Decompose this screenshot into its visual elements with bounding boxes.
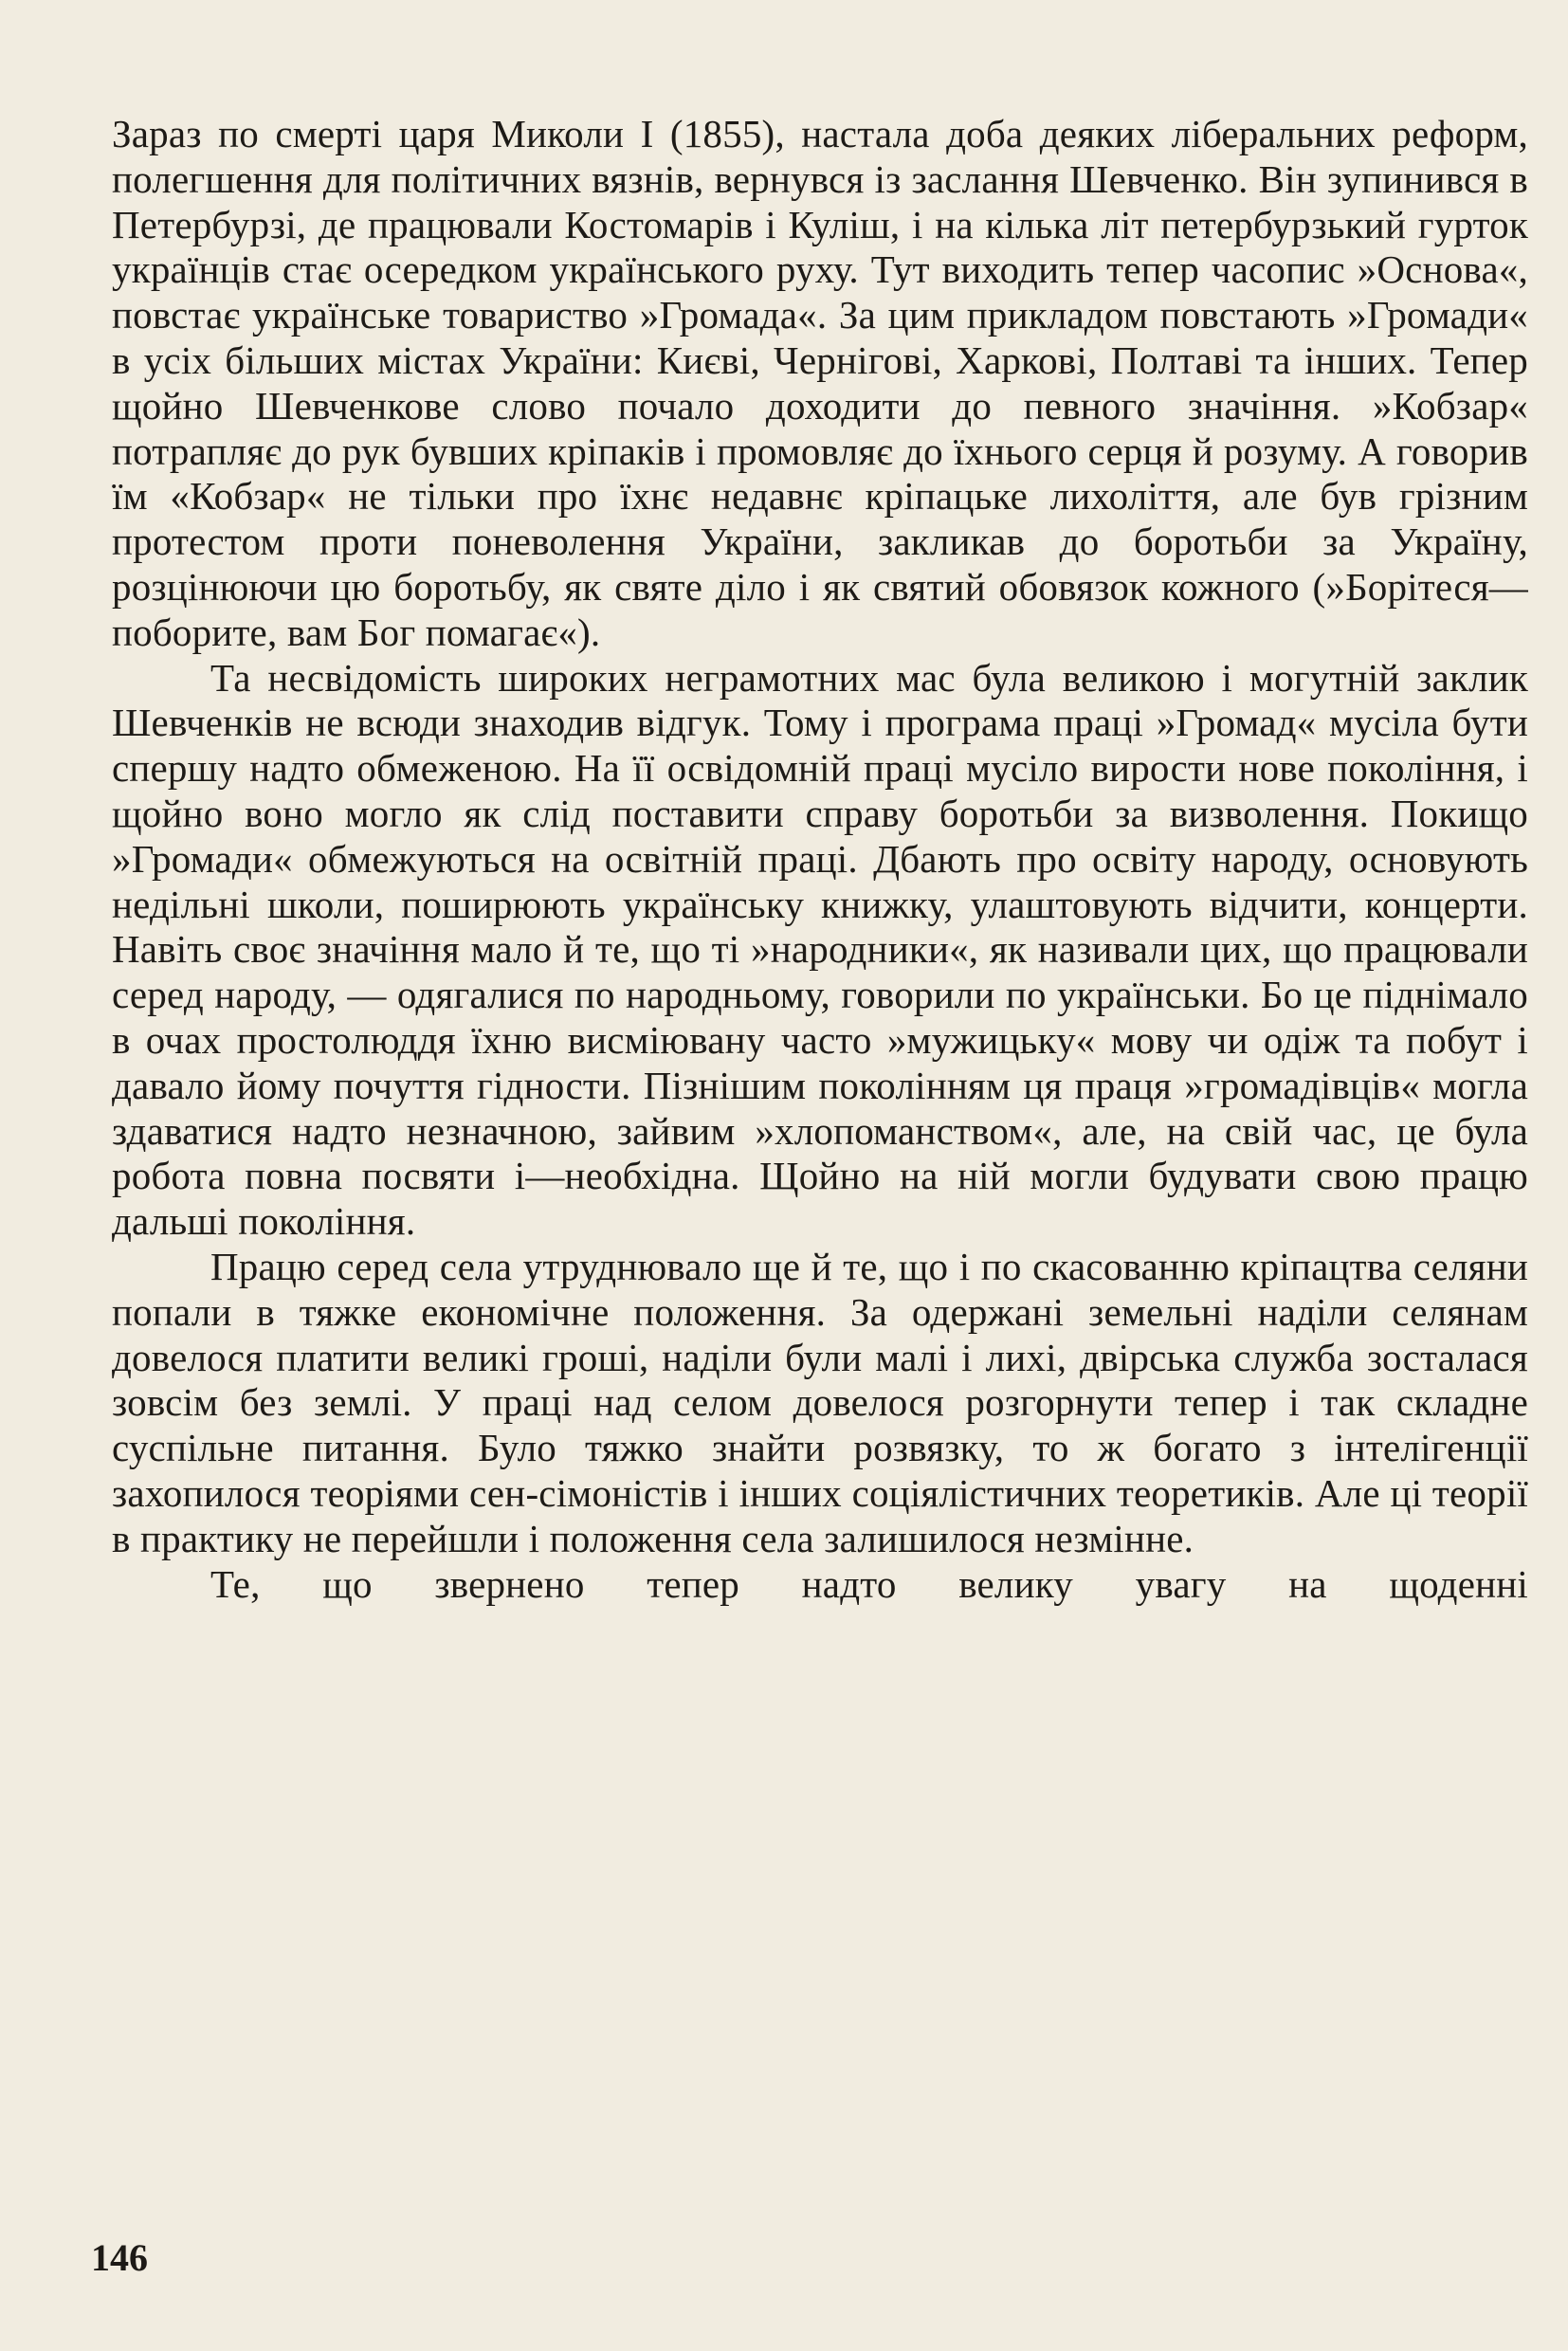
page-number: 146 [91,2236,148,2279]
paragraph-1: Зараз по смерті царя Миколи I (1855), настала доба деяких ліберальних реформ, полегшення для політичних вязнів, вернувся із заслання Шевченко. Він зупинився в Петербурзі, де працювали Костомарів і Куліш, і на кілька літ петербурзький гурток українців стає осередком українського руху. Тут виходить тепер часопис »Основа«, повстає українське товариство »Громада«. За цим прикладом повстають »Громади« в усіх більших містах України: Києві, Чернігові, Харкові, Полтаві та інших. Тепер щойно Шевченкове слово почало доходити до певного значіння. »Кобзар« потрапляє до рук бувших кріпаків і промовляє до їхнього серця й розуму. А говорив їм «Кобзар« не тільки про їхнє недавнє кріпацьке лихоліття, але був грізним протестом проти поневолення України, закликав до боротьби за Україну, розцінюючи цю боротьбу, як святе діло і як святий обовязок кожного (»Борітеся—поборите, вам Бог помагає«). [112,112,1528,654]
paragraph-3: Працю серед села утруднювало ще й те, що і по скасованню кріпацтва селяни попали в тяжке економічне положення. За одержані земельні наділи селянам довелося платити великі гроші, наділи були малі і лихі, двірська служба зосталася зовсім без землі. У праці над селом довелося розгорнути тепер і так складне суспільне питання. Було тяжко знайти розвязку, то ж богато з інтелігенції захопилося теоріями сен-сімоністів і інших соціялістичних теоретиків. Але ці теорії в практику не перейшли і положення села залишилося незмінне. [112,1244,1528,1560]
paragraph-4: Те, що звернено тепер надто велику увагу на щоденні [210,1561,1528,1606]
body-text [112,112,1528,1607]
paragraph-2: Та несвідомість широких неграмотних мас була великою і могутній заклик Шевченків не всюди знаходив відгук. Тому і програма праці »Громад« мусіла бути спершу надто обмеженою. На її освідомній праці мусіло вирости нове покоління, і щойно воно могло як слід поставити справу боротьби за визволення. Покищо »Громади« обмежуються на освітній праці. Дбають про освіту народу, основують недільні школи, поширюють українську книжку, улаштовують відчити, концерти. Навіть своє значіння мало й те, що ті »народники«, як називали цих, що працювали серед народу, — одягалися по народньому, говорили по українськи. Бо це піднімало в очах простолюддя їхню висміювану часто »мужицьку« мову чи одіж та побут і давало йому почуття гідности. Пізнішим поколінням ця праця »громадівців« могла здаватися надто незначною, зайвим »хлопоманством«, але, на свій час, це була робота повна посвяти і—необхідна. Щойно на ній могли будувати свою працю дальші покоління. [112,655,1528,1244]
